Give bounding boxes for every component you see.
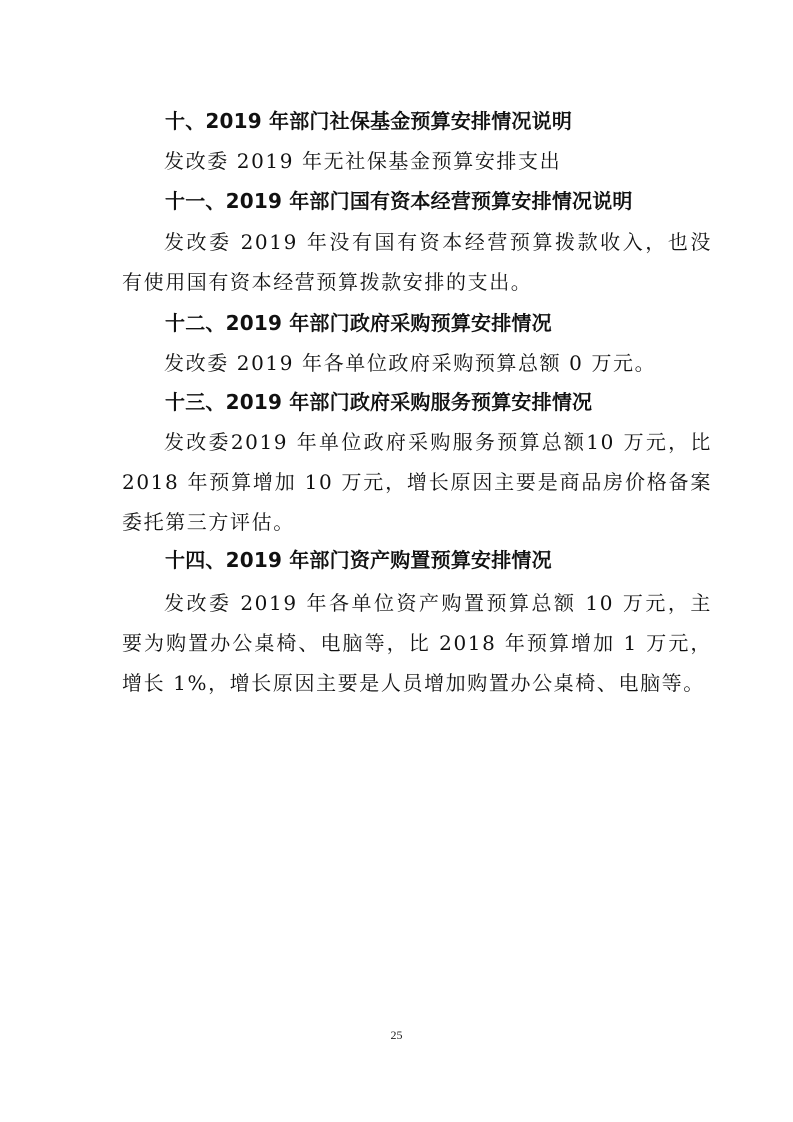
section-12-heading: 十二、2019 年部门政府采购预算安排情况 bbox=[165, 311, 552, 335]
page-number: 25 bbox=[390, 1028, 403, 1042]
section-11-paragraph: 发改委 2019 年没有国有资本经营预算拨款收入，也没有使用国有资本经营预算拨款安排的支出。 bbox=[122, 230, 712, 294]
section-14-paragraph: 发改委 2019 年各单位资产购置预算总额 10 万元，主要为购置办公桌椅、电脑等，比 2018 年预算增加 1 万元，增长 1%，增长原因主要是人员增加购置办公桌椅、电脑等。 bbox=[122, 591, 712, 695]
section-10-heading: 十、2019 年部门社保基金预算安排情况说明 bbox=[165, 109, 573, 133]
section-13-paragraph: 发改委2019 年单位政府采购服务预算总额10 万元，比2018 年预算增加 10 万元，增长原因主要是商品房价格备案委托第三方评估。 bbox=[122, 430, 712, 534]
section-13-heading: 十三、2019 年部门政府采购服务预算安排情况 bbox=[165, 390, 593, 414]
section-11-heading: 十一、2019 年部门国有资本经营预算安排情况说明 bbox=[165, 189, 633, 213]
section-10-paragraph: 发改委 2019 年无社保基金预算安排支出 bbox=[164, 149, 562, 173]
section-12-paragraph: 发改委 2019 年各单位政府采购预算总额 0 万元。 bbox=[164, 351, 657, 375]
section-14-heading: 十四、2019 年部门资产购置预算安排情况 bbox=[165, 548, 552, 572]
